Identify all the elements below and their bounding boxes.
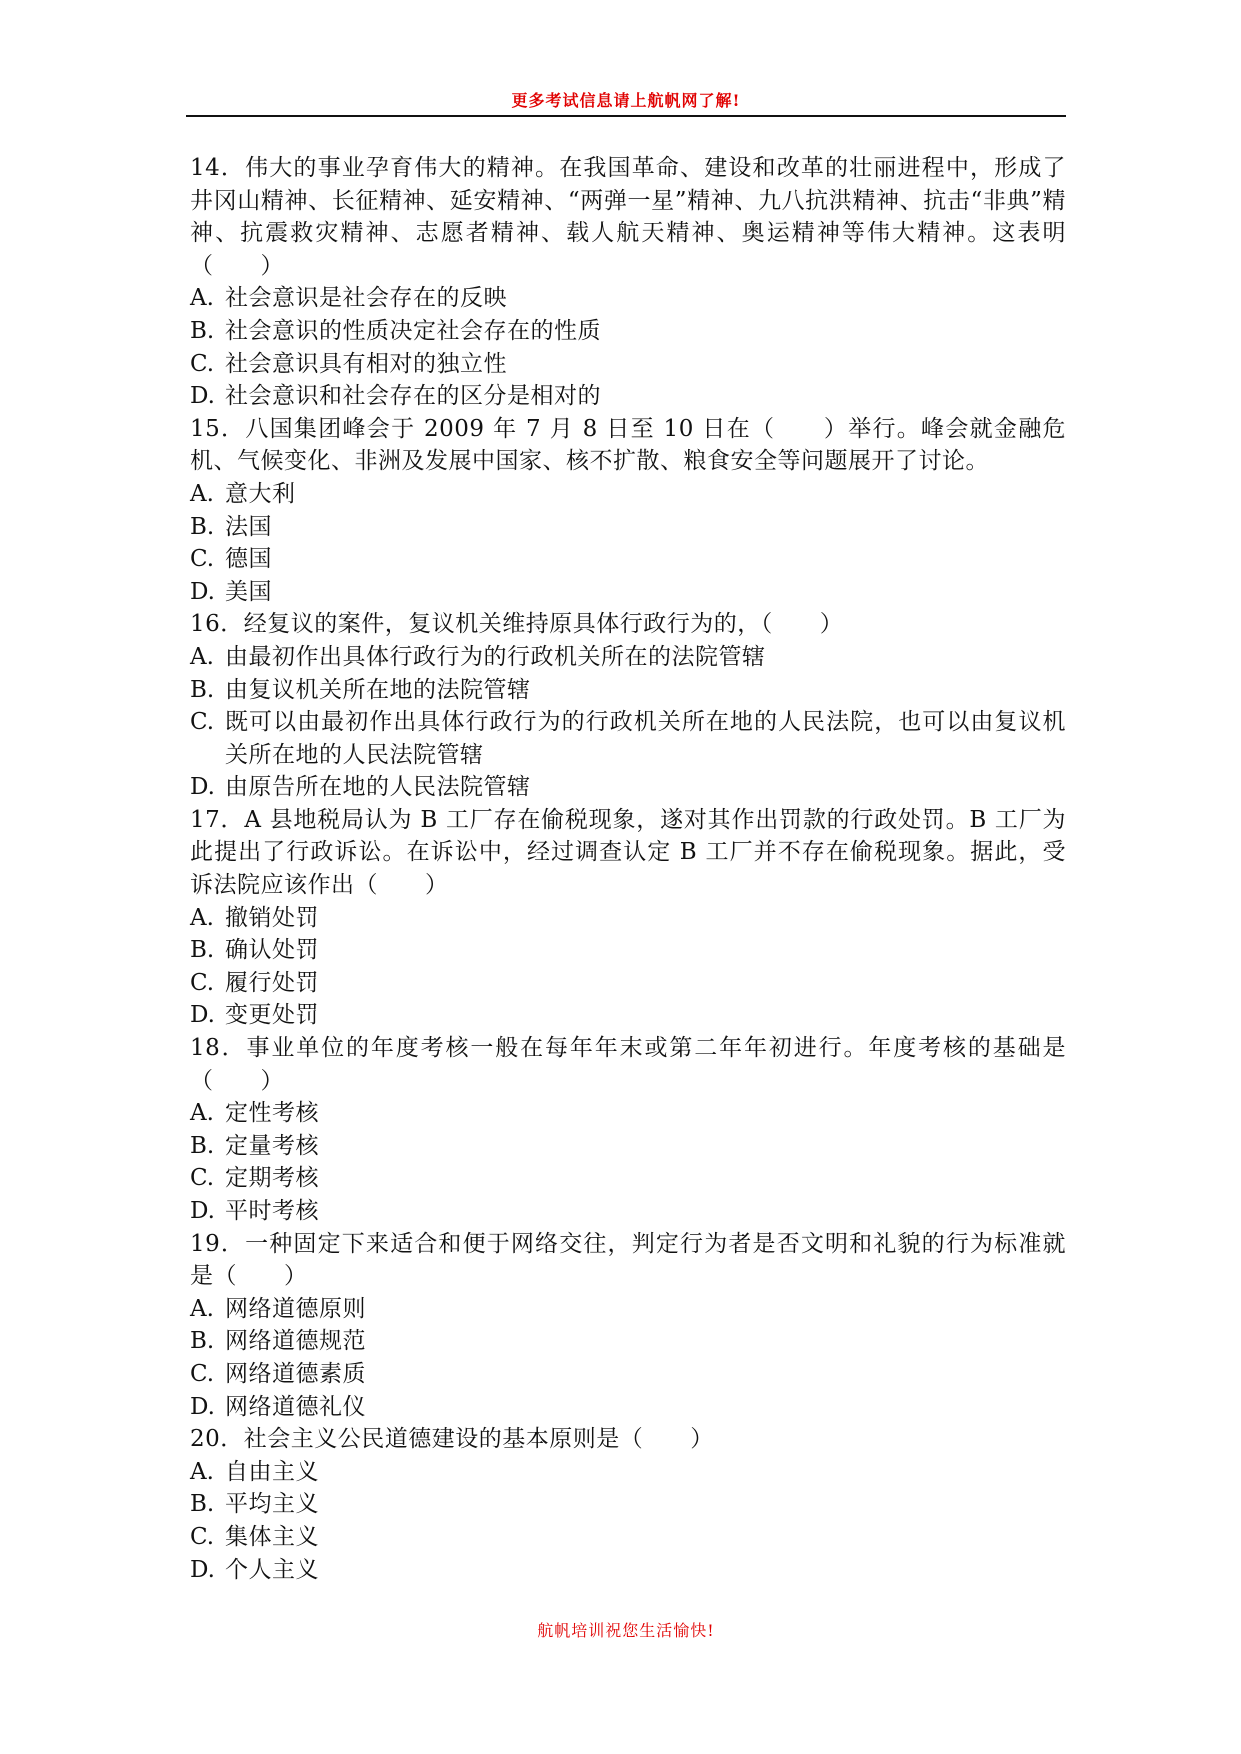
option-text: 变更处罚 <box>225 1002 319 1029</box>
option-b <box>190 1130 1066 1163</box>
option-text: 定量考核 <box>225 1132 319 1159</box>
option-text: 美国 <box>225 578 272 605</box>
option-b <box>190 315 1066 348</box>
option-text: 社会意识的性质决定社会存在的性质 <box>225 317 601 344</box>
option-letter: D. <box>190 383 215 410</box>
option-text: 自由主义 <box>225 1458 319 1485</box>
question-stem: 19．一种固定下来适合和便于网络交往，判定行为者是否文明和礼貌的行为标准就是（ ） <box>190 1230 1066 1290</box>
option-text: 网络道德素质 <box>225 1360 366 1387</box>
option-d <box>190 576 1066 609</box>
option-letter: A. <box>190 904 214 931</box>
option-text: 社会意识是社会存在的反映 <box>225 285 507 312</box>
option-letter: A. <box>190 643 214 670</box>
option-letter: D. <box>190 1002 215 1029</box>
option-letter: C. <box>190 969 215 996</box>
option-letter: C. <box>190 1523 215 1550</box>
question-18 <box>190 1032 1066 1228</box>
option-text: 网络道德原则 <box>225 1295 366 1322</box>
option-text: 由复议机关所在地的法院管辖 <box>225 676 531 703</box>
option-d <box>190 1195 1066 1228</box>
option-letter: C. <box>190 350 215 377</box>
option-letter: C. <box>190 709 215 736</box>
option-letter: B. <box>190 1491 215 1518</box>
option-letter: D. <box>190 1393 215 1420</box>
option-letter: A. <box>190 1458 214 1485</box>
option-b <box>190 934 1066 967</box>
question-stem: 16．经复议的案件，复议机关维持原具体行政行为的，（ ） <box>190 611 844 638</box>
header-divider <box>186 115 1066 117</box>
page-header: 更多考试信息请上航帆网了解! <box>511 91 741 110</box>
option-letter: D. <box>190 1198 215 1224</box>
option-text: 既可以由最初作出具体行政行为的行政机关所在地的人民法院，也可以由复议机关所在地的人民法院管辖 <box>225 709 1066 768</box>
option-letter: B. <box>190 1132 215 1159</box>
option-d <box>190 1554 1066 1587</box>
option-letter: A. <box>190 480 214 507</box>
option-text: 集体主义 <box>225 1523 319 1550</box>
option-text: 撤销处罚 <box>225 904 319 931</box>
option-b <box>190 511 1066 544</box>
option-c <box>190 706 1066 771</box>
option-text: 由原告所在地的人民法院管辖 <box>225 774 531 801</box>
question-stem: 14．伟大的事业孕育伟大的精神。在我国革命、建设和改革的壮丽进程中，形成了井冈山精神、长征精神、延安精神、“两弹一星”精神、九八抗洪精神、抗击“非典”精神、抗震救灾精神、志愿者精神、载人航天精神、奥运精神等伟大精神。这表明（ ） <box>190 155 1066 279</box>
option-letter: D. <box>190 1556 215 1583</box>
option-letter: A. <box>190 1295 214 1322</box>
option-c <box>190 543 1066 576</box>
option-d <box>190 1391 1066 1424</box>
option-text: 社会意识具有相对的独立性 <box>225 350 507 377</box>
option-d <box>190 999 1066 1032</box>
question-17 <box>190 804 1066 1032</box>
option-letter: A. <box>190 1100 214 1127</box>
option-text: 定期考核 <box>225 1165 319 1192</box>
option-letter: D. <box>190 578 215 605</box>
option-a <box>190 902 1066 935</box>
option-text: 定性考核 <box>225 1100 319 1127</box>
option-letter: B. <box>190 1328 215 1355</box>
option-letter: B. <box>190 317 215 344</box>
option-letter: D. <box>190 774 215 801</box>
option-a <box>190 478 1066 511</box>
question-16 <box>190 608 1066 804</box>
option-text: 意大利 <box>225 480 296 507</box>
question-19 <box>190 1228 1066 1424</box>
option-d <box>190 380 1066 413</box>
question-stem: 20．社会主义公民道德建设的基本原则是（ ） <box>190 1426 714 1453</box>
option-text: 网络道德规范 <box>225 1328 366 1355</box>
option-text: 德国 <box>225 546 272 573</box>
option-text: 法国 <box>225 513 272 540</box>
option-text: 社会意识和社会存在的区分是相对的 <box>225 383 601 410</box>
option-d <box>190 771 1066 804</box>
option-text: 个人主义 <box>225 1556 319 1583</box>
option-c <box>190 1162 1066 1195</box>
page-footer: 航帆培训祝您生活愉快! <box>537 1621 715 1640</box>
option-b <box>190 674 1066 707</box>
question-list <box>190 152 1066 1586</box>
option-b <box>190 1488 1066 1521</box>
option-text: 由最初作出具体行政行为的行政机关所在的法院管辖 <box>225 643 766 670</box>
question-14 <box>190 152 1066 413</box>
option-text: 履行处罚 <box>225 969 319 996</box>
option-a <box>190 641 1066 674</box>
option-letter: A. <box>190 285 214 312</box>
option-letter: C. <box>190 1360 215 1387</box>
option-letter: C. <box>190 1165 215 1192</box>
option-text: 平均主义 <box>225 1491 319 1518</box>
question-stem: 17．A 县地税局认为 B 工厂存在偷税现象，遂对其作出罚款的行政处罚。B 工厂为此提出了行政诉讼。在诉讼中，经过调查认定 B 工厂并不存在偷税现象。据此，受诉法院应该作出（ ） <box>190 806 1066 899</box>
option-a <box>190 1456 1066 1489</box>
option-text: 确认处罚 <box>225 937 319 964</box>
option-text: 平时考核 <box>225 1198 319 1224</box>
option-letter: B. <box>190 676 215 703</box>
question-stem: 15．八国集团峰会于 2009 年 7 月 8 日至 10 日在（ ）举行。峰会就金融危机、气候变化、非洲及发展中国家、核不扩散、粮食安全等问题展开了讨论。 <box>190 415 1066 475</box>
option-c <box>190 1521 1066 1554</box>
option-c <box>190 1358 1066 1391</box>
option-text: 网络道德礼仪 <box>225 1393 366 1420</box>
option-c <box>190 967 1066 1000</box>
option-a <box>190 1293 1066 1326</box>
option-letter: B. <box>190 937 215 964</box>
question-15 <box>190 413 1066 609</box>
question-stem: 18．事业单位的年度考核一般在每年年末或第二年年初进行。年度考核的基础是（ ） <box>190 1035 1066 1094</box>
option-c <box>190 348 1066 381</box>
question-20 <box>190 1423 1066 1586</box>
option-a <box>190 1097 1066 1130</box>
option-b <box>190 1325 1066 1358</box>
option-letter: C. <box>190 546 215 573</box>
option-letter: B. <box>190 513 215 540</box>
option-a <box>190 282 1066 315</box>
